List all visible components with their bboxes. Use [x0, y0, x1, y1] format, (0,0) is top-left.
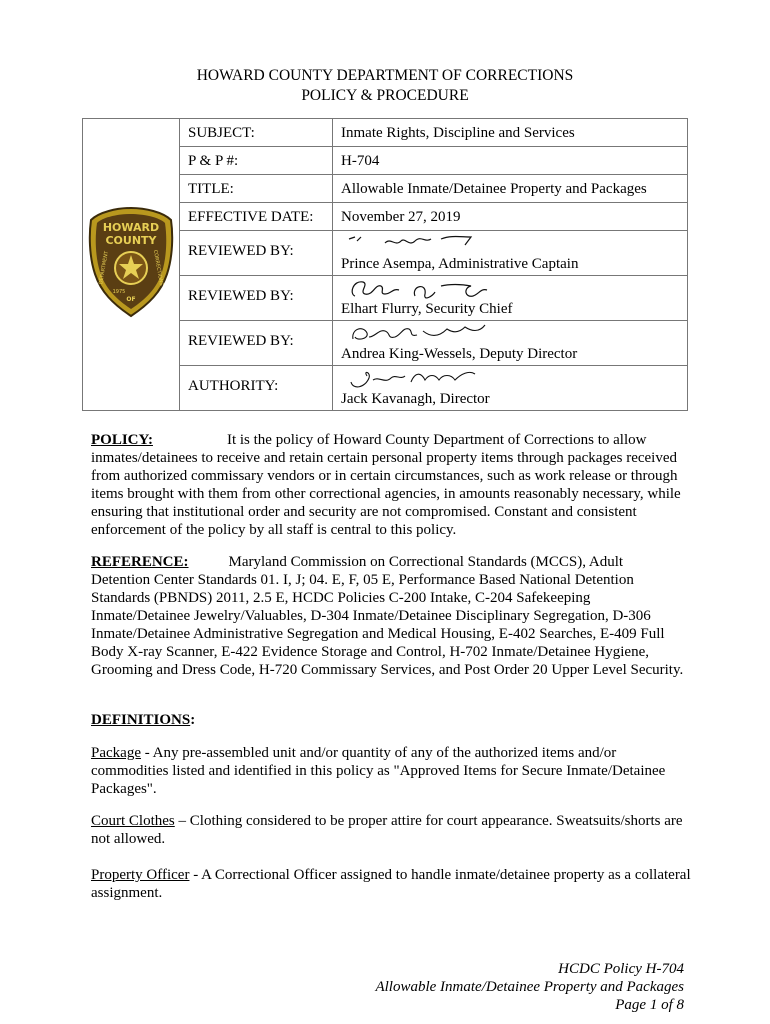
- reviewer-3-cell: [333, 321, 688, 366]
- county-seal-logo: [83, 204, 179, 320]
- definition-item: [91, 744, 691, 798]
- reference-lead: Maryland Commission on Correctional Standards (MCCS), Adult: [228, 554, 624, 570]
- definition-item: [91, 866, 691, 902]
- svg-text:1975: 1975: [112, 289, 126, 295]
- authority-name: Jack Kavanagh, Director: [341, 391, 490, 407]
- reviewed-by-label-3: REVIEWED BY:: [180, 321, 333, 366]
- authority-cell: [333, 366, 688, 411]
- signature-1-image: [345, 233, 485, 251]
- effective-date-label: EFFECTIVE DATE:: [180, 203, 333, 231]
- svg-text:OF: OF: [126, 296, 136, 303]
- reviewer-1-cell: [333, 231, 688, 276]
- reviewer-2-name: Elhart Flurry, Security Chief: [341, 301, 513, 317]
- definition-text-package: - Any pre-assembled unit and/or quantity of any of the authorized items and/or commodities listed and identified in this policy as "Approved Items for Secure Inmate/Detainee Packages".: [91, 745, 666, 797]
- definition-term-property-officer: Property Officer: [91, 867, 190, 883]
- definition-term-package: Package: [91, 745, 141, 761]
- seal-cell: [83, 119, 180, 411]
- svg-text:HOWARD: HOWARD: [102, 221, 160, 234]
- subject-value: Inmate Rights, Discipline and Services: [333, 119, 688, 147]
- policy-heading: POLICY:: [91, 432, 153, 448]
- definitions-section: [91, 711, 691, 729]
- page-number: Page 1 of 8: [615, 997, 684, 1013]
- policy-number-label: P & P #:: [180, 147, 333, 175]
- svg-text:CORRECTIONS: CORRECTIONS: [151, 249, 165, 287]
- definition-text-property-officer: - A Correctional Officer assigned to handle inmate/detainee property as a collateral assignment.: [91, 867, 691, 901]
- policy-lead: It is the policy of Howard County Department of Corrections to allow: [226, 432, 647, 448]
- reviewer-1-name: Prince Asempa, Administrative Captain: [341, 256, 579, 272]
- policy-section: [91, 431, 691, 539]
- subject-label: SUBJECT:: [180, 119, 333, 147]
- reference-heading: REFERENCE:: [91, 554, 189, 570]
- reviewed-by-label-2: REVIEWED BY:: [180, 276, 333, 321]
- reference-body: Detention Center Standards 01. I, J; 04. E, F, 05 E, Performance Based National Detention Standards (PBNDS) 2011, 2.5 E, HCDC Policies C-200 Intake, C-204 Safekeeping Inmate/Detainee Jewelry/Valuables, D-304 Inmate/Detainee Disciplinary Segregation, D-306 Inmate/Detainee Administrative Segregation and Medical Housing, E-402 Searches, E-409 Full Body X-ray Scanner, E-422 Evidence Storage and Control, H-702 Inmate/Detainee Hygiene, Grooming and Dress Code, H-720 Commissary Services, and Post Order 20 Upper Level Security.: [91, 572, 684, 678]
- department-title: HOWARD COUNTY DEPARTMENT OF CORRECTIONS: [196, 67, 574, 84]
- authority-label: AUTHORITY:: [180, 366, 333, 411]
- title-label: TITLE:: [180, 175, 333, 203]
- signature-2-image: [345, 278, 505, 302]
- svg-text:DEPARTMENT: DEPARTMENT: [98, 250, 110, 285]
- title-value: Allowable Inmate/Detainee Property and Packages: [333, 175, 688, 203]
- reviewed-by-label-1: REVIEWED BY:: [180, 231, 333, 276]
- signature-3-image: [345, 323, 495, 345]
- effective-date-value: November 27, 2019: [333, 203, 688, 231]
- policy-body: inmates/detainees to receive and retain certain personal property items through packages received from authorized commissary vendors or in certain circumstances, such as work release or through items brought with them from other correctional agencies, in amounts reasonably necessary, while ensuring that institutional order and security are not compromised. Constant and consistent enforcement of the policy by all staff is central to this policy.: [91, 450, 681, 538]
- reviewer-3-name: Andrea King-Wessels, Deputy Director: [341, 346, 578, 362]
- policy-header-table: [82, 118, 688, 411]
- document-type: POLICY & PROCEDURE: [301, 87, 469, 104]
- reference-section: [91, 553, 691, 679]
- definitions-heading: DEFINITIONS: [91, 712, 191, 728]
- definitions-colon: :: [190, 712, 196, 728]
- definition-term-court-clothes: Court Clothes: [91, 813, 175, 829]
- footer-policy-title: Allowable Inmate/Detainee Property and Packages: [375, 979, 684, 995]
- reviewer-2-cell: [333, 276, 688, 321]
- signature-4-image: [345, 368, 495, 390]
- definition-item: [91, 812, 691, 848]
- footer-policy-number: HCDC Policy H-704: [558, 961, 684, 977]
- page-footer: [375, 960, 684, 1014]
- policy-number-value: H-704: [333, 147, 688, 175]
- svg-text:COUNTY: COUNTY: [105, 234, 157, 247]
- definition-text-court-clothes: – Clothing considered to be proper attire for court appearance. Sweatsuits/shorts are not allowed.: [91, 813, 683, 847]
